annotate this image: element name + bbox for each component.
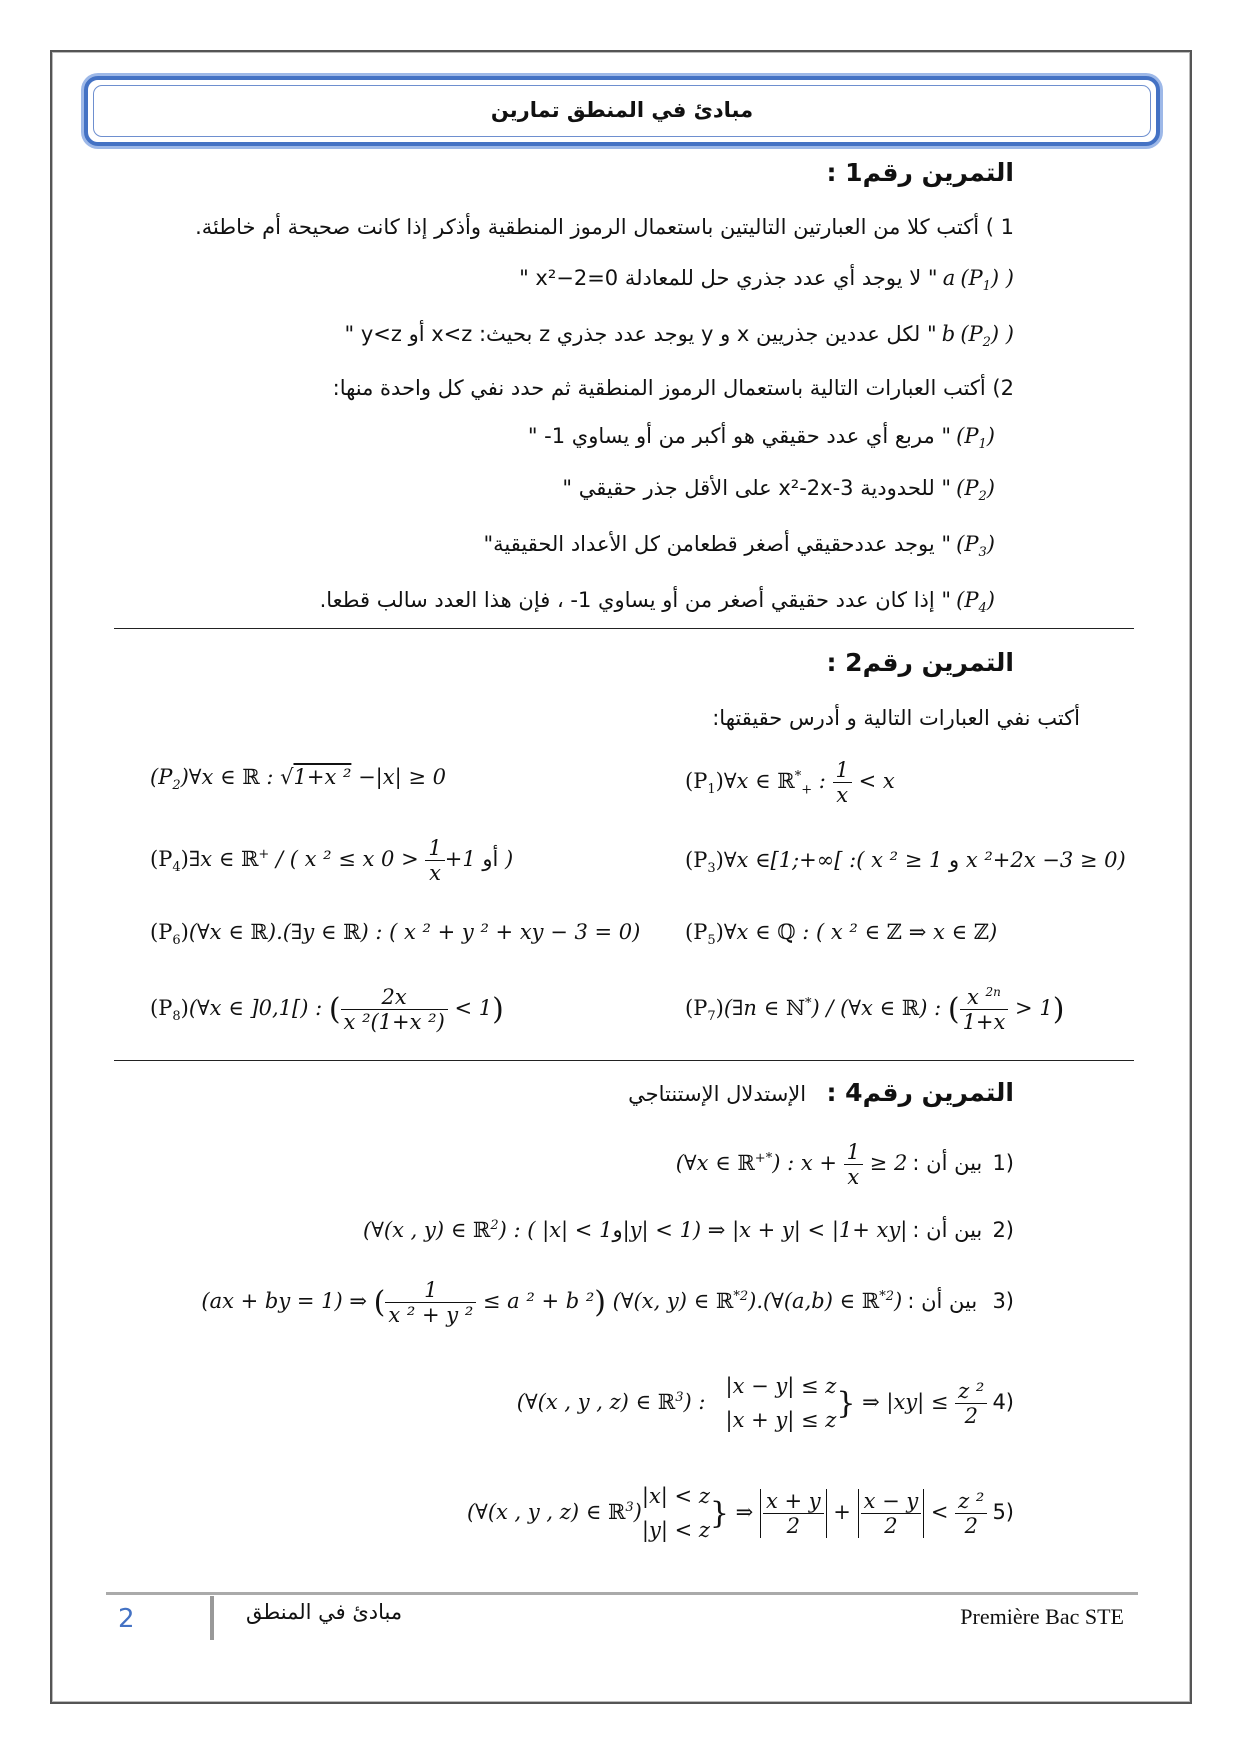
footer-center-title: مبادئ في المنطق [246, 1600, 403, 1624]
footer-divider [210, 1596, 214, 1640]
footer-line [106, 1592, 1138, 1595]
title-box [84, 76, 1160, 146]
separator-2 [114, 1060, 1134, 1061]
ex2-p8: $(P_8)(\forall x$ ∈ ]0,1[) : ( $\frac{2x}{\text{x ²(1+x ²)}}$ < 1) [150, 985, 504, 1035]
exercise-4-header [628, 1078, 1014, 1107]
ex2-p5: $(P_5)\forall x$ ∈ ℚ : ( x ² ∈ ℤ ⇒ x ∈ ℤ) [685, 920, 998, 949]
ex2-p4: $(P_4)\exists x$ ∈ ℝ+ / ( x ² ≤ x أو 1+ $\frac{1}{x}$ < 0 ) [150, 836, 514, 886]
ex1-question-2: 2) أكتب العبارات التالية باستعمال الرموز المنطقية ثم حدد نفي كل واحدة منها: [332, 376, 1014, 400]
exercise-1-heading: التمرين رقم1 : [826, 158, 1014, 187]
exercise-2-heading: التمرين رقم2 : [826, 648, 1014, 677]
exercise-4-heading: التمرين رقم4 : [826, 1078, 1014, 1107]
ex2-intro: أكتب نفي العبارات التالية و أدرس حقيقتها: [712, 706, 1080, 730]
ex2-p3: $(P_3)\forall x$ ∈[1;+∞[ :( x ² ≥ 1 و x ²+2x −3 ≥ 0) [685, 848, 1126, 877]
ex2-p6: $(P_6)(\forall x$ ∈ ℝ).(∃y ∈ ℝ) : ( x ² + y ² + xy − 3 = 0) [150, 920, 641, 949]
ex4-q1: (∀x ∈ ℝ+*) : x + $\frac{1}{x}$ ≥ 2 بين أن : 1) [675, 1140, 1014, 1190]
ex1-item-a: ( a $(P_1)$ " لا يوجد أي عدد جذري حل للمعادلة x²−2=0 " [519, 266, 1014, 295]
ex2-p2: $(P_2)\forall x$ ∈ ℝ : √1+x ² −|x| ≥ 0 [150, 765, 446, 794]
ex4-q5: (∀(x , y , z) ∈ ℝ$^3$) |x| < z |y| < z } ⇒ $\frac{x + y}{2}$ + $\frac{x - y}{2}$ < $\frac{\text{z ²}}{2}$ 5) [466, 1484, 1014, 1542]
footer-class-label: Première Bac STE [960, 1604, 1124, 1629]
ex1-question-1: 1 ) أكتب كلا من العبارتين التاليتين باستعمال الرموز المنطقية وأذكر إذا كانت صحيحة أم خاطئة. [195, 215, 1014, 239]
ex1-p4: $(P_4)$ " إذا كان عدد حقيقي أصغر من أو يساوي 1- ، فإن هذا العدد سالب قطعا. [319, 588, 995, 617]
ex1-p2: $(P_2)$ " للحدودية x²-2x-3 على الأقل جذر حقيقي " [562, 476, 995, 505]
ex1-b-text: " لكل عددين جذريين x و y يوجد عدد جذري z بحيث: x<z أو y<z " [344, 322, 937, 346]
ex2-p1: $(P_1)\forall x$ ∈ ℝ*$_+$ : $\frac{1}{x}$ < x [685, 758, 895, 808]
separator-1 [114, 628, 1134, 629]
ex1-b-label: ( b [941, 322, 1014, 346]
ex1-a-text: " لا يوجد أي عدد جذري حل للمعادلة x²−2=0 " [519, 266, 938, 290]
ex1-item-b: ( b $(P_2)$ " لكل عددين جذريين x و y يوجد عدد جذري z بحيث: x<z أو y<z " [344, 322, 1014, 351]
ex2-p7: $(P_7)(\exists n$ ∈ ℕ*) / (∀x ∈ ℝ) : ( $\frac{x ^{2n}}{1+x}$ > 1) [685, 985, 1065, 1035]
ex4-q2: (∀(x , y) ∈ ℝ$^2$) : ( |x| < 1و|y| < 1) ⇒ |x + y| < |1+ xy| بين أن : 2) [363, 1218, 1014, 1242]
ex1-p3: $(P_3)$ " يوجد عددحقيقي أصغر قطعامن كل الأعداد الحقيقية" [483, 532, 995, 561]
ex1-a-label: ( a [942, 266, 1014, 290]
ex4-q3: (ax + by = 1) ⇒ ( $\frac{1}{\text{x ² + y ²}}$ ≤ a ² + b ²) (∀(x, y) ∈ ℝ$^{*2}$).(∀(a,b) ∈ ℝ$^{*2}$) بين أن : 3) [201, 1278, 1014, 1328]
page-number: 2 [118, 1604, 135, 1634]
ex1-p1: $(P_1)$ " مربع أي عدد حقيقي هو أكبر من أو يساوي 1- " [527, 424, 995, 453]
ex4-q4: (∀(x , y , z) ∈ ℝ$^3$) : |x − y| ≤ z |x + y| ≤ z } ⇒ |xy| ≤ $\frac{\text{z ²}}{2}$ 4) [516, 1374, 1014, 1432]
page-title: مبادئ في المنطق تمارين [490, 98, 754, 122]
exercise-4-subtitle: الإستدلال الإستنتاجي [628, 1082, 807, 1106]
